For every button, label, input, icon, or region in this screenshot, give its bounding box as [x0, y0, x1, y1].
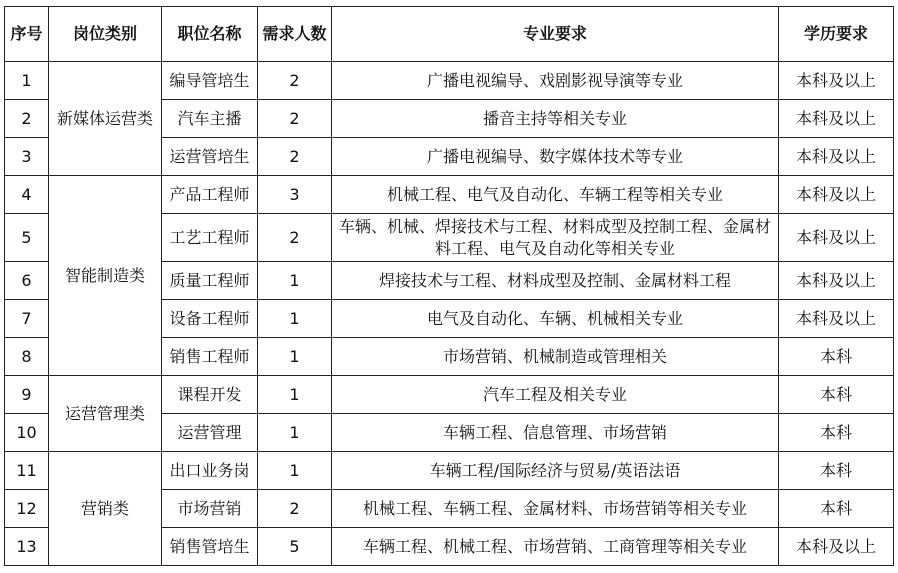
cell-education: 本科	[779, 414, 894, 452]
cell-no: 2	[5, 100, 49, 138]
cell-title: 出口业务岗	[162, 452, 258, 490]
cell-education: 本科及以上	[779, 176, 894, 214]
cell-no: 8	[5, 338, 49, 376]
cell-major: 汽车工程及相关专业	[332, 376, 779, 414]
cell-title: 汽车主播	[162, 100, 258, 138]
cell-count: 1	[258, 300, 332, 338]
cell-no: 10	[5, 414, 49, 452]
cell-count: 1	[258, 262, 332, 300]
table-row	[5, 62, 894, 100]
cell-major: 车辆、机械、焊接技术与工程、材料成型及控制工程、金属材料工程、电气及自动化等相关专业	[332, 214, 779, 262]
cell-no: 3	[5, 138, 49, 176]
cell-title: 销售管培生	[162, 528, 258, 566]
cell-education: 本科及以上	[779, 262, 894, 300]
cell-title: 运营管理	[162, 414, 258, 452]
cell-education: 本科及以上	[779, 300, 894, 338]
cell-count: 1	[258, 376, 332, 414]
cell-no: 1	[5, 62, 49, 100]
cell-count: 3	[258, 176, 332, 214]
cell-major: 广播电视编导、数字媒体技术等专业	[332, 138, 779, 176]
recruitment-table	[4, 6, 894, 566]
cell-major: 车辆工程、机械工程、市场营销、工商管理等相关专业	[332, 528, 779, 566]
cell-no: 9	[5, 376, 49, 414]
cell-education: 本科	[779, 452, 894, 490]
cell-title: 销售工程师	[162, 338, 258, 376]
cell-count: 2	[258, 490, 332, 528]
cell-education: 本科及以上	[779, 528, 894, 566]
table-row	[5, 176, 894, 214]
header-category: 岗位类别	[49, 7, 162, 62]
cell-no: 13	[5, 528, 49, 566]
cell-title: 产品工程师	[162, 176, 258, 214]
header-no: 序号	[5, 7, 49, 62]
cell-count: 2	[258, 214, 332, 262]
cell-major: 广播电视编导、戏剧影视导演等专业	[332, 62, 779, 100]
cell-no: 12	[5, 490, 49, 528]
cell-education: 本科及以上	[779, 62, 894, 100]
cell-education: 本科及以上	[779, 214, 894, 262]
cell-count: 1	[258, 414, 332, 452]
cell-no: 5	[5, 214, 49, 262]
cell-count: 1	[258, 338, 332, 376]
cell-title: 质量工程师	[162, 262, 258, 300]
header-title: 职位名称	[162, 7, 258, 62]
header-count: 需求人数	[258, 7, 332, 62]
cell-title: 运营管培生	[162, 138, 258, 176]
cell-count: 2	[258, 62, 332, 100]
cell-major: 焊接技术与工程、材料成型及控制、金属材料工程	[332, 262, 779, 300]
cell-education: 本科及以上	[779, 138, 894, 176]
cell-no: 4	[5, 176, 49, 214]
cell-category: 运营管理类	[49, 376, 162, 452]
cell-title: 市场营销	[162, 490, 258, 528]
cell-major: 播音主持等相关专业	[332, 100, 779, 138]
cell-major: 电气及自动化、车辆、机械相关专业	[332, 300, 779, 338]
cell-education: 本科及以上	[779, 100, 894, 138]
cell-title: 编导管培生	[162, 62, 258, 100]
cell-count: 5	[258, 528, 332, 566]
cell-major: 机械工程、电气及自动化、车辆工程等相关专业	[332, 176, 779, 214]
cell-title: 工艺工程师	[162, 214, 258, 262]
cell-count: 2	[258, 138, 332, 176]
cell-major: 机械工程、车辆工程、金属材料、市场营销等相关专业	[332, 490, 779, 528]
cell-no: 6	[5, 262, 49, 300]
cell-title: 设备工程师	[162, 300, 258, 338]
cell-category: 智能制造类	[49, 176, 162, 376]
cell-count: 2	[258, 100, 332, 138]
cell-education: 本科	[779, 376, 894, 414]
cell-education: 本科	[779, 338, 894, 376]
header-major: 专业要求	[332, 7, 779, 62]
cell-no: 7	[5, 300, 49, 338]
cell-no: 11	[5, 452, 49, 490]
cell-major: 车辆工程/国际经济与贸易/英语法语	[332, 452, 779, 490]
cell-category: 营销类	[49, 452, 162, 566]
cell-category: 新媒体运营类	[49, 62, 162, 176]
table-row	[5, 376, 894, 414]
cell-title: 课程开发	[162, 376, 258, 414]
header-education: 学历要求	[779, 7, 894, 62]
header-row	[5, 7, 894, 62]
cell-education: 本科	[779, 490, 894, 528]
cell-count: 1	[258, 452, 332, 490]
cell-major: 车辆工程、信息管理、市场营销	[332, 414, 779, 452]
cell-major: 市场营销、机械制造或管理相关	[332, 338, 779, 376]
table-row	[5, 452, 894, 490]
